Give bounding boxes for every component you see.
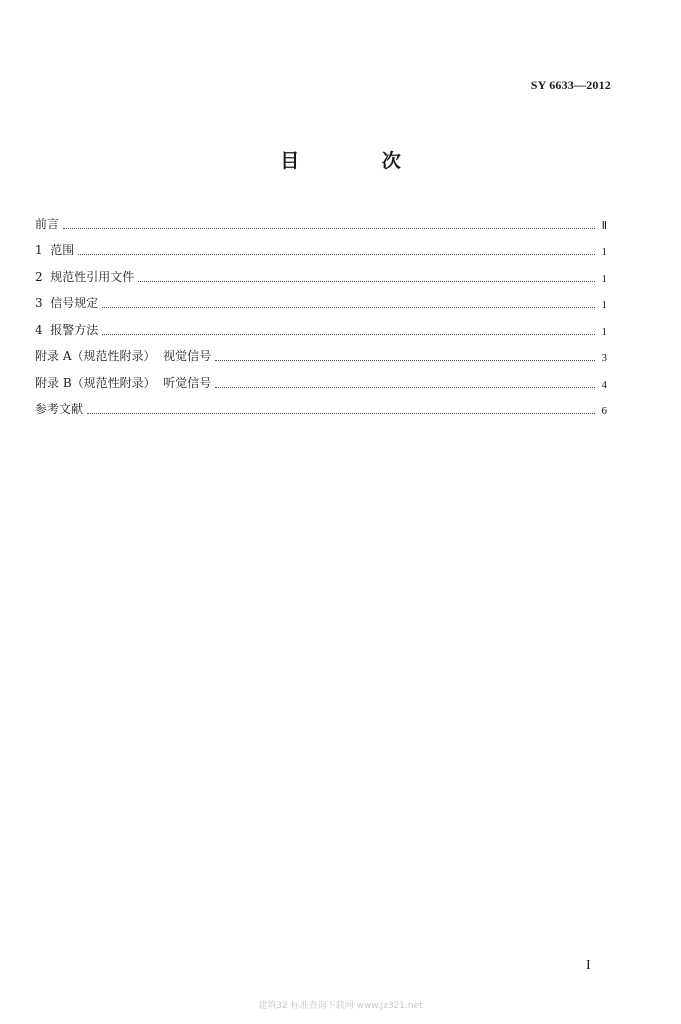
page-title: 目 次 [280,150,439,172]
toc-entry-page: Ⅱ [601,219,607,232]
toc-entry-label: 附录 A（规范性附录） 视觉信号 [35,349,212,363]
toc-entry-label: 前言 [35,216,60,231]
table-of-contents [35,205,607,417]
toc-entry-alarm-methods[interactable] [35,311,607,338]
toc-entry-page: 4 [601,378,607,391]
toc-leader-dots [87,413,595,414]
toc-entry-label: 参考文献 [35,402,84,416]
toc-entry-label: 4 报警方法 [35,322,99,337]
toc-entry-bibliography[interactable] [35,391,607,418]
page-number: I [586,958,591,973]
toc-leader-dots [78,254,595,255]
toc-entry-appendix-a[interactable] [35,338,607,365]
watermark: 建筑32 标准查询下载网 www.jz321.net [258,1001,423,1011]
toc-entry-page: 1 [601,325,607,338]
toc-entry-label: 1 范围 [35,243,75,257]
toc-entry-page: 6 [601,405,607,417]
toc-entry-page: 1 [601,299,607,311]
toc-leader-dots [138,281,595,282]
toc-entry-scope[interactable] [35,232,607,259]
toc-entry-page: 1 [601,246,607,258]
toc-leader-dots [102,307,595,308]
toc-leader-dots [215,360,595,361]
toc-leader-dots [63,228,595,229]
toc-leader-dots [102,334,595,335]
toc-entry-label: 2 规范性引用文件 [35,269,135,284]
toc-entry-page: 3 [601,352,607,364]
standard-code: SY 6633—2012 [530,78,611,92]
toc-entry-appendix-b[interactable] [35,364,607,391]
toc-entry-foreword[interactable] [35,205,607,232]
toc-entry-label: 附录 B（规范性附录） 听觉信号 [35,375,212,390]
toc-entry-page: 1 [601,272,607,285]
toc-entry-signal-rules[interactable] [35,285,607,312]
toc-entry-normative-references[interactable] [35,258,607,285]
toc-entry-label: 3 信号规定 [35,296,99,310]
toc-leader-dots [215,387,595,388]
